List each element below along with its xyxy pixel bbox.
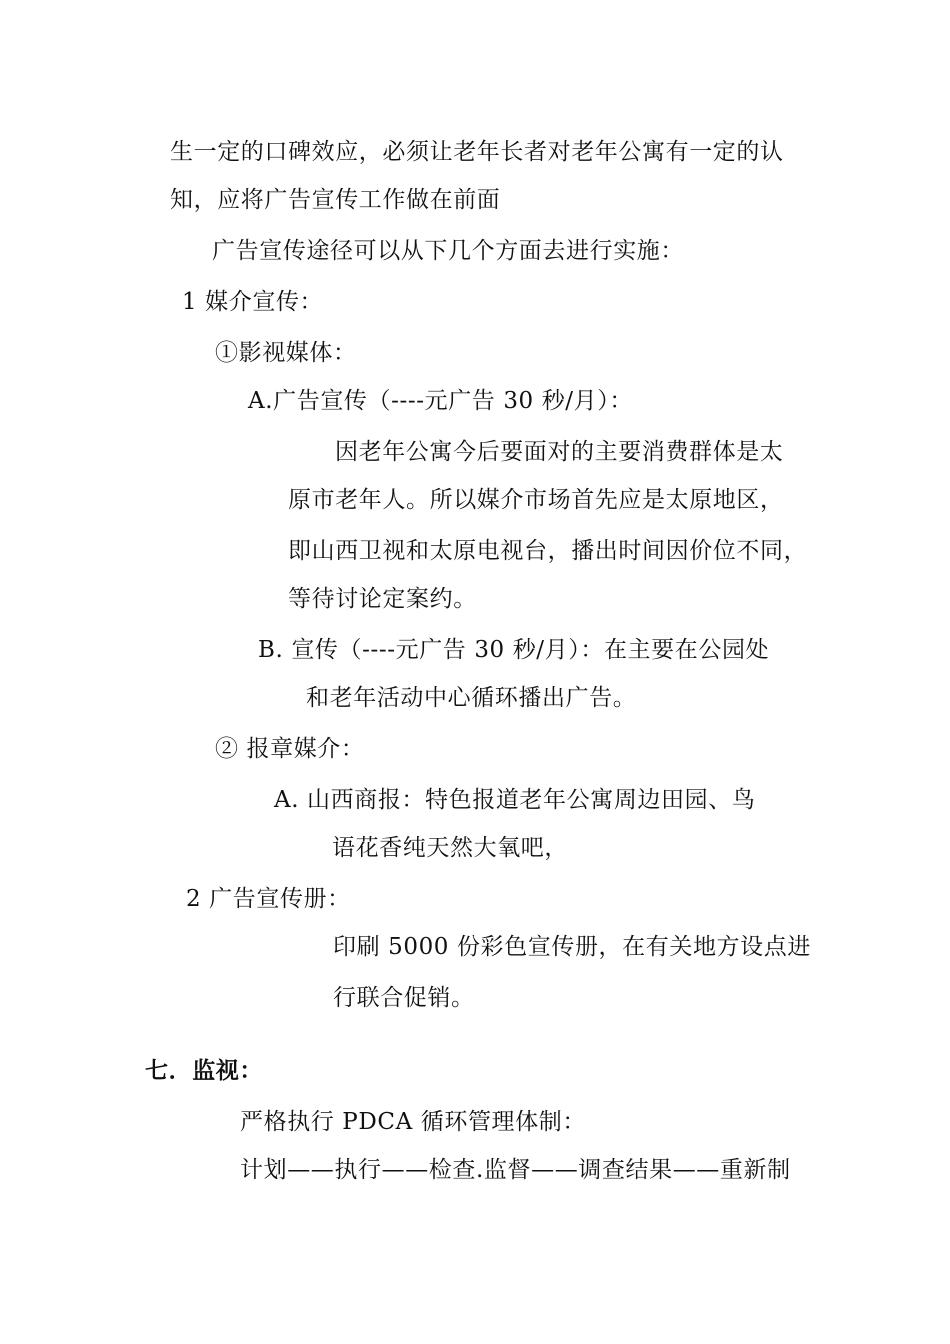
sub-item-newspaper: ② 报章媒介： [215,736,365,762]
list-item-brochure: 2 广告宣传册： [186,886,351,912]
paragraph-line: 计划——执行——检查.监督——调查结果——重新制 [240,1157,791,1183]
paragraph-line: 生一定的口碑效应，必须让老年长者对老年公寓有一定的认 [170,139,784,165]
paragraph-line: 即山西卫视和太原电视台，播出时间因价位不同， [288,538,808,564]
sub-item-a-ad: A.广告宣传（----元广告 30 秒/月）： [248,388,633,414]
paragraph-line: 等待讨论定案约。 [288,586,477,612]
paragraph-line: 原市老年人。所以媒介市场首先应是太原地区， [288,487,784,513]
sub-item-b-ad: B. 宣传（----元广告 30 秒/月）：在主要在公园处 [258,637,770,663]
paragraph-line: 语花香纯天然大氧吧， [332,835,568,861]
section-heading-monitoring: 七．监视： [145,1057,263,1084]
sub-item-a-newspaper: A. 山西商报：特色报道老年公寓周边田园、鸟 [274,787,756,813]
paragraph-line: 广告宣传途径可以从下几个方面去进行实施： [212,238,684,264]
paragraph-line: 知，应将广告宣传工作做在前面 [170,187,501,213]
list-item-media: 1 媒介宣传： [182,289,324,315]
paragraph-line: 行联合促销。 [333,985,475,1011]
paragraph-line: 印刷 5000 份彩色宣传册，在有关地方设点进 [333,934,811,960]
sub-item-film-tv: ①影视媒体： [215,340,357,366]
paragraph-line: 严格执行 PDCA 循环管理体制： [240,1109,586,1135]
paragraph-line: 因老年公寓今后要面对的主要消费群体是太 [335,439,784,465]
paragraph-line: 和老年活动中心循环播出广告。 [306,685,637,711]
